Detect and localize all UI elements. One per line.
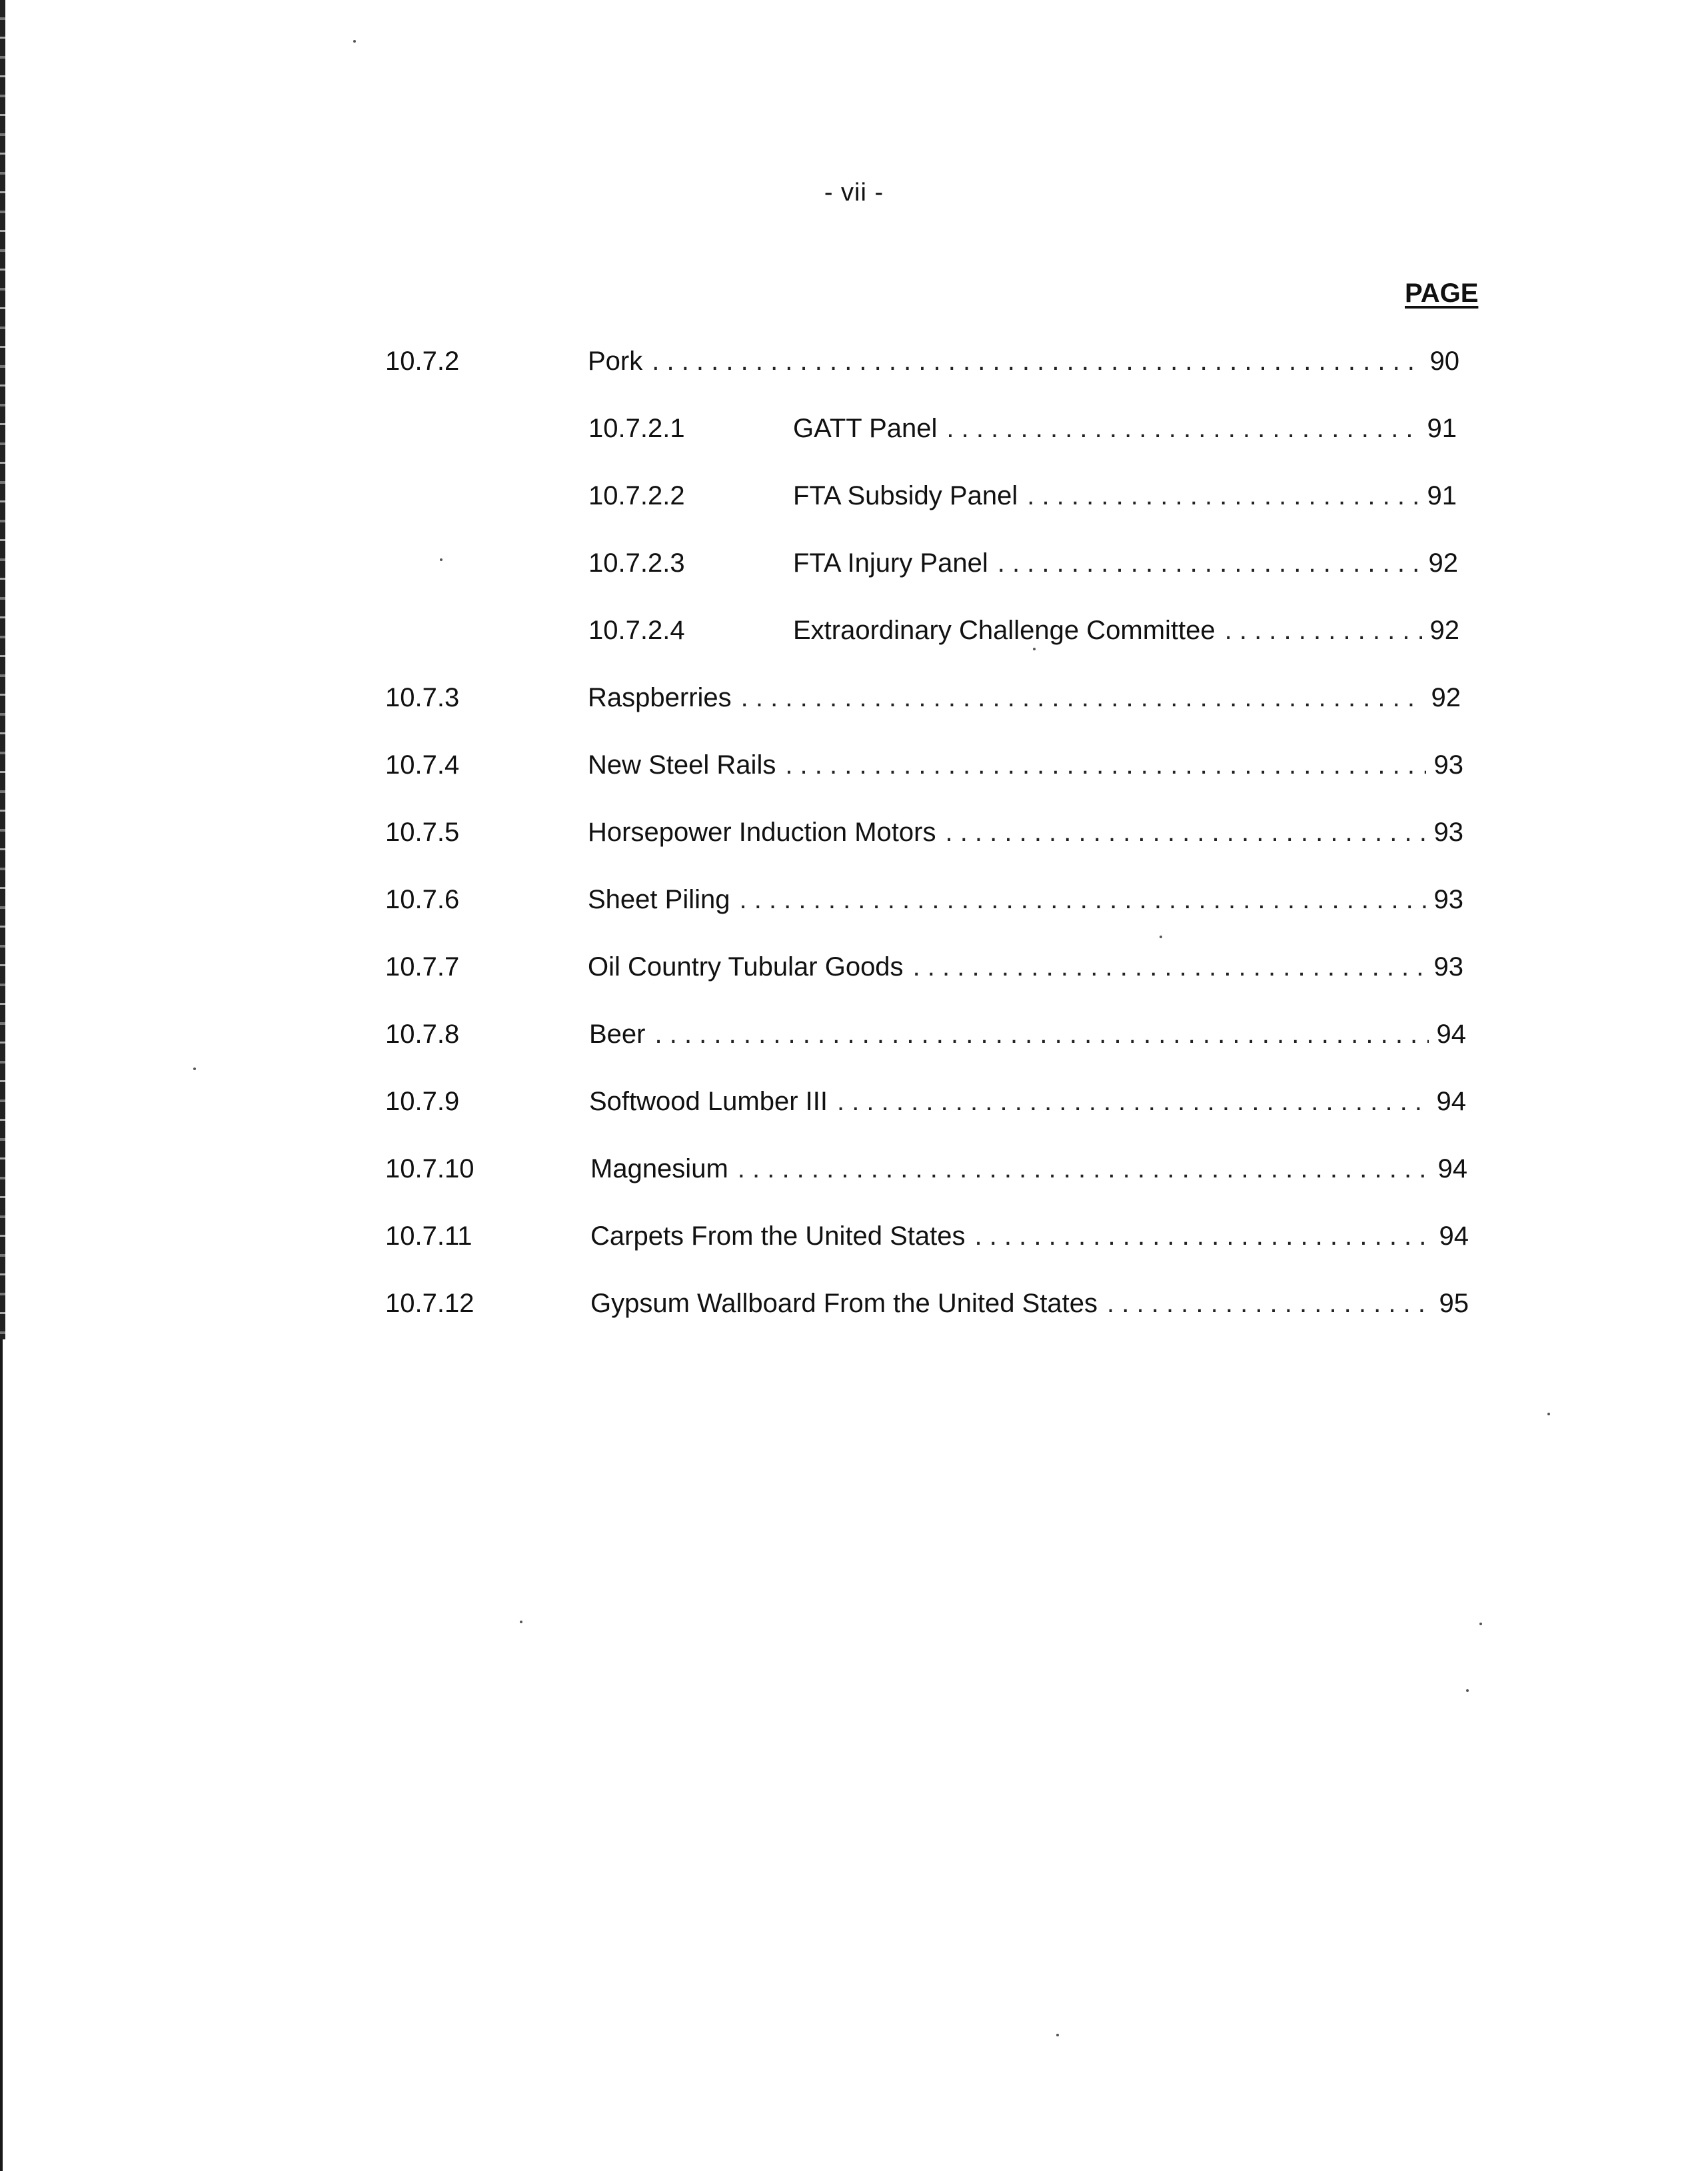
page-column-header: PAGE [1405,279,1479,308]
toc-entry-title: Gypsum Wallboard From the United States [590,1289,1098,1318]
toc-entry-title: Extraordinary Challenge Committee [793,616,1216,645]
toc-entry-title: Horsepower Induction Motors [588,818,936,847]
toc-entry-line [589,1014,1466,1054]
toc-entry-number: 10.7.3 [385,683,460,712]
scan-speck [1160,936,1162,938]
toc-entry [0,476,1708,516]
toc-entry-line [588,880,1463,920]
toc-entry-number: 10.7.6 [385,885,460,914]
toc-entry-title: FTA Injury Panel [793,548,988,578]
toc-entry-page: 91 [1427,481,1457,510]
scan-speck [1466,1689,1469,1692]
scan-speck [1479,1623,1482,1625]
toc-dot-leader [739,880,1425,920]
scan-speck [520,1621,522,1623]
toc-entry-title: Raspberries [588,683,732,712]
toc-dot-leader [738,1149,1430,1189]
toc-entry-line [793,610,1459,650]
toc-entry-title: Sheet Piling [588,885,730,914]
toc-entry [0,543,1708,583]
toc-entry-line [588,678,1461,718]
toc-entry-page: 94 [1439,1221,1469,1251]
toc-entry [0,880,1708,920]
page-number: - vii - [824,179,884,207]
toc-entry-page: 93 [1433,885,1463,914]
toc-entry-line [588,947,1463,987]
toc-dot-leader [1225,610,1422,650]
toc-dot-leader [998,543,1421,583]
toc-entry-title: GATT Panel [793,414,938,443]
toc-entry [0,408,1708,448]
toc-entry-line [588,812,1463,852]
toc-dot-leader [974,1216,1431,1256]
toc-entry-line [793,476,1457,516]
toc-entry-number: 10.7.5 [385,818,460,847]
toc-entry-number: 10.7.2.4 [588,616,685,645]
toc-entry-page: 93 [1433,818,1463,847]
toc-entry-title: Magnesium [590,1154,728,1183]
toc-entry-number: 10.7.2.1 [588,414,685,443]
toc-dot-leader [655,1014,1429,1054]
toc-dot-leader [1107,1283,1431,1323]
toc-entry-title: Beer [589,1020,646,1049]
toc-dot-leader [652,341,1421,381]
toc-dot-leader [946,408,1419,448]
scan-speck [1547,1413,1550,1415]
toc-entry-page: 94 [1437,1154,1467,1183]
toc-entry [0,1082,1708,1121]
toc-entry-page: 92 [1431,683,1461,712]
toc-entry-title: Carpets From the United States [590,1221,966,1251]
toc-entry-title: Softwood Lumber III [589,1087,828,1116]
toc-entry [0,812,1708,852]
toc-entry-page: 94 [1436,1087,1466,1116]
toc-entry-line [589,1082,1466,1121]
toc-entry [0,678,1708,718]
toc-entry-page: 90 [1429,347,1459,376]
toc-entry-title: Pork [588,347,643,376]
toc-entry [0,341,1708,381]
toc-entry-line [588,745,1463,785]
toc-entry-page: 92 [1429,616,1459,645]
toc-entry [0,745,1708,785]
toc-dot-leader [913,947,1426,987]
scan-speck [193,1068,196,1070]
toc-entry-line [590,1149,1467,1189]
toc-entry-title: New Steel Rails [588,750,776,780]
toc-dot-leader [785,745,1425,785]
toc-entry-number: 10.7.4 [385,750,460,780]
toc-entry-page: 92 [1428,548,1458,578]
toc-entry-number: 10.7.11 [385,1221,472,1251]
toc-entry-number: 10.7.7 [385,952,460,982]
toc-entry-title: Oil Country Tubular Goods [588,952,904,982]
toc-dot-leader [837,1082,1429,1121]
toc-entry-page: 93 [1433,952,1463,982]
toc-entry-number: 10.7.2 [385,347,460,376]
toc-dot-leader [945,812,1425,852]
toc-entry [0,1014,1708,1054]
toc-entry [0,1149,1708,1189]
toc-entry-number: 10.7.8 [385,1020,460,1049]
toc-entry-page: 94 [1436,1020,1466,1049]
toc-entry-line [588,341,1459,381]
toc-entry-line [793,543,1458,583]
toc-entry-page: 95 [1439,1289,1469,1318]
toc-entry-line [590,1216,1469,1256]
toc-dot-leader [1027,476,1419,516]
toc-entry [0,947,1708,987]
toc-entry-page: 93 [1433,750,1463,780]
scan-speck [1056,2034,1059,2036]
scan-speck [353,40,356,43]
toc-entry-line [590,1283,1469,1323]
toc-entry-number: 10.7.9 [385,1087,460,1116]
scan-binding-edge-lower [0,1339,3,2171]
toc-entry-number: 10.7.10 [385,1154,474,1183]
toc-entry-title: FTA Subsidy Panel [793,481,1018,510]
toc-entry-line [793,408,1457,448]
toc-entry-number: 10.7.12 [385,1289,474,1318]
toc-entry-number: 10.7.2.2 [588,481,685,510]
toc-dot-leader [741,678,1423,718]
toc-entry-page: 91 [1427,414,1457,443]
toc-entry [0,1216,1708,1256]
toc-entry [0,1283,1708,1323]
toc-entry [0,610,1708,650]
toc-entry-number: 10.7.2.3 [588,548,685,578]
